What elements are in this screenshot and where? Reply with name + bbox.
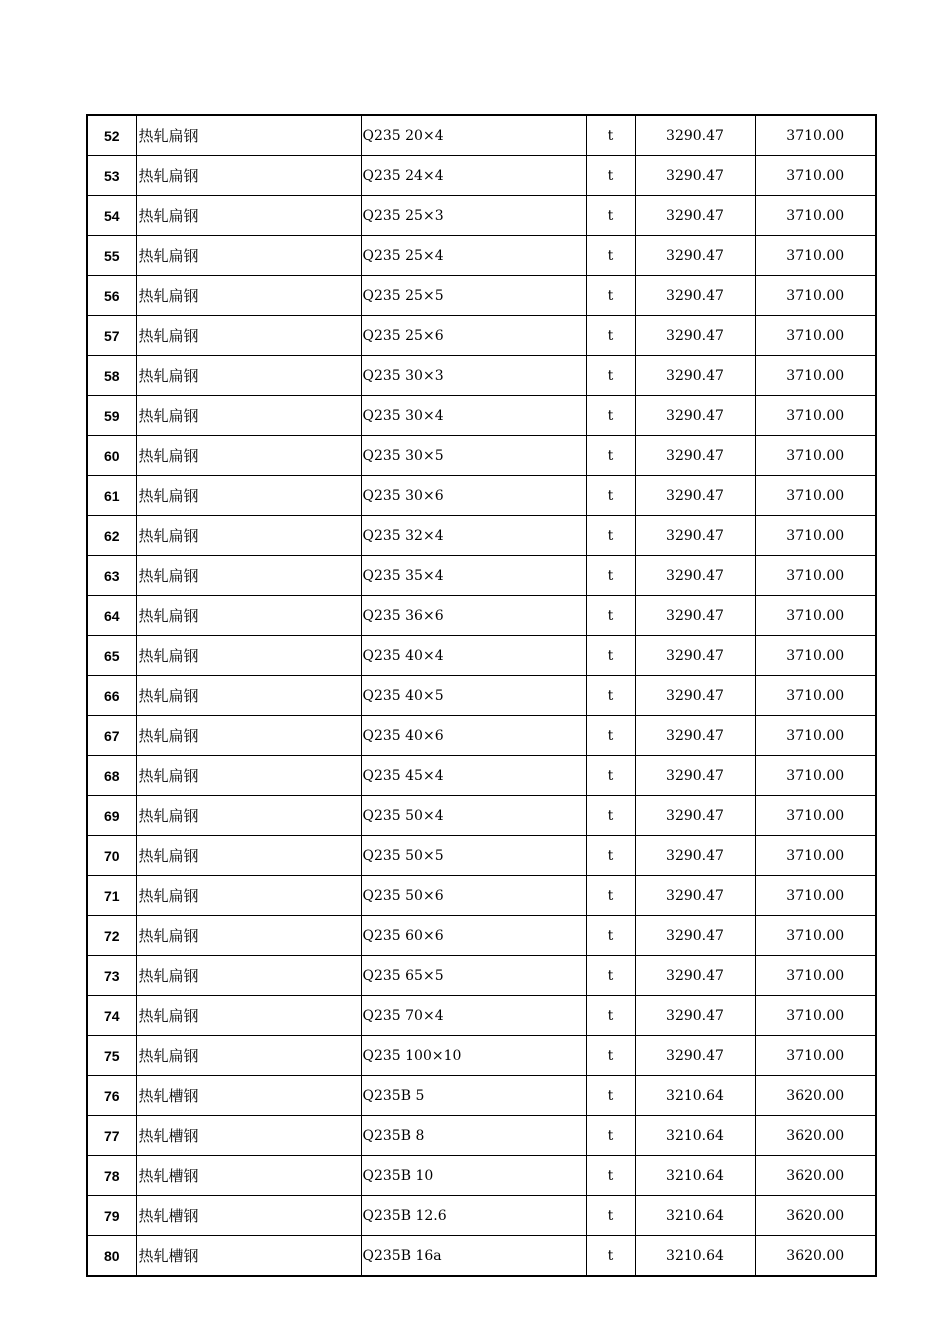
price-incl-tax: 3710.00	[755, 916, 876, 956]
price-incl-tax: 3710.00	[755, 676, 876, 716]
table-row	[87, 156, 876, 196]
table-row	[87, 476, 876, 516]
table-row	[87, 516, 876, 556]
row-number: 65	[87, 636, 136, 676]
material-spec: Q235 30×3	[361, 356, 586, 396]
price-excl-tax: 3290.47	[635, 636, 755, 676]
row-number: 80	[87, 1236, 136, 1277]
unit-cell: t	[586, 476, 635, 516]
unit-cell: t	[586, 516, 635, 556]
row-number: 70	[87, 836, 136, 876]
unit-cell: t	[586, 756, 635, 796]
material-spec: Q235B 8	[361, 1116, 586, 1156]
material-name: 热轧扁钢	[136, 356, 361, 396]
material-name: 热轧扁钢	[136, 1036, 361, 1076]
price-excl-tax: 3290.47	[635, 196, 755, 236]
row-number: 67	[87, 716, 136, 756]
price-excl-tax: 3210.64	[635, 1236, 755, 1277]
row-number: 58	[87, 356, 136, 396]
material-name: 热轧扁钢	[136, 196, 361, 236]
table-row	[87, 1236, 876, 1277]
row-number: 79	[87, 1196, 136, 1236]
price-incl-tax: 3710.00	[755, 556, 876, 596]
material-spec: Q235B 12.6	[361, 1196, 586, 1236]
price-incl-tax: 3710.00	[755, 115, 876, 156]
table-row	[87, 796, 876, 836]
material-name: 热轧扁钢	[136, 556, 361, 596]
price-excl-tax: 3210.64	[635, 1076, 755, 1116]
table-row	[87, 836, 876, 876]
unit-cell: t	[586, 1196, 635, 1236]
price-incl-tax: 3710.00	[755, 1036, 876, 1076]
table-row	[87, 636, 876, 676]
row-number: 59	[87, 396, 136, 436]
row-number: 66	[87, 676, 136, 716]
price-excl-tax: 3290.47	[635, 156, 755, 196]
price-incl-tax: 3710.00	[755, 356, 876, 396]
unit-cell: t	[586, 636, 635, 676]
unit-cell: t	[586, 1236, 635, 1277]
row-number: 52	[87, 115, 136, 156]
material-name: 热轧扁钢	[136, 676, 361, 716]
table-row	[87, 1076, 876, 1116]
price-excl-tax: 3290.47	[635, 756, 755, 796]
row-number: 73	[87, 956, 136, 996]
material-name: 热轧扁钢	[136, 236, 361, 276]
table-row	[87, 996, 876, 1036]
material-spec: Q235 100×10	[361, 1036, 586, 1076]
price-excl-tax: 3290.47	[635, 596, 755, 636]
material-name: 热轧扁钢	[136, 276, 361, 316]
table-row	[87, 556, 876, 596]
material-name: 热轧扁钢	[136, 916, 361, 956]
material-name: 热轧槽钢	[136, 1236, 361, 1277]
material-name: 热轧扁钢	[136, 836, 361, 876]
material-spec: Q235 25×3	[361, 196, 586, 236]
unit-cell: t	[586, 396, 635, 436]
price-incl-tax: 3710.00	[755, 476, 876, 516]
unit-cell: t	[586, 596, 635, 636]
table-row	[87, 436, 876, 476]
row-number: 56	[87, 276, 136, 316]
row-number: 76	[87, 1076, 136, 1116]
unit-cell: t	[586, 436, 635, 476]
price-excl-tax: 3290.47	[635, 516, 755, 556]
price-excl-tax: 3290.47	[635, 436, 755, 476]
table-row	[87, 1116, 876, 1156]
row-number: 57	[87, 316, 136, 356]
table-row	[87, 1036, 876, 1076]
material-spec: Q235 20×4	[361, 115, 586, 156]
row-number: 71	[87, 876, 136, 916]
price-excl-tax: 3290.47	[635, 115, 755, 156]
price-excl-tax: 3290.47	[635, 556, 755, 596]
material-name: 热轧扁钢	[136, 596, 361, 636]
material-spec: Q235 40×6	[361, 716, 586, 756]
price-incl-tax: 3710.00	[755, 756, 876, 796]
price-excl-tax: 3290.47	[635, 996, 755, 1036]
row-number: 77	[87, 1116, 136, 1156]
table-row	[87, 916, 876, 956]
material-name: 热轧扁钢	[136, 396, 361, 436]
material-name: 热轧扁钢	[136, 876, 361, 916]
unit-cell: t	[586, 1076, 635, 1116]
material-spec: Q235 60×6	[361, 916, 586, 956]
material-spec: Q235B 16a	[361, 1236, 586, 1277]
unit-cell: t	[586, 916, 635, 956]
unit-cell: t	[586, 996, 635, 1036]
unit-cell: t	[586, 1156, 635, 1196]
price-incl-tax: 3710.00	[755, 516, 876, 556]
price-incl-tax: 3710.00	[755, 436, 876, 476]
material-spec: Q235 40×4	[361, 636, 586, 676]
row-number: 68	[87, 756, 136, 796]
material-spec: Q235B 5	[361, 1076, 586, 1116]
unit-cell: t	[586, 316, 635, 356]
unit-cell: t	[586, 876, 635, 916]
unit-cell: t	[586, 556, 635, 596]
table-row	[87, 676, 876, 716]
material-name: 热轧扁钢	[136, 156, 361, 196]
material-spec: Q235 50×5	[361, 836, 586, 876]
row-number: 69	[87, 796, 136, 836]
material-name: 热轧槽钢	[136, 1156, 361, 1196]
price-incl-tax: 3710.00	[755, 276, 876, 316]
price-excl-tax: 3290.47	[635, 916, 755, 956]
table-row	[87, 756, 876, 796]
material-name: 热轧扁钢	[136, 716, 361, 756]
material-spec: Q235 30×6	[361, 476, 586, 516]
price-excl-tax: 3290.47	[635, 316, 755, 356]
table-row	[87, 1196, 876, 1236]
price-excl-tax: 3290.47	[635, 836, 755, 876]
price-excl-tax: 3290.47	[635, 396, 755, 436]
unit-cell: t	[586, 1116, 635, 1156]
table-row	[87, 236, 876, 276]
unit-cell: t	[586, 956, 635, 996]
material-name: 热轧扁钢	[136, 796, 361, 836]
material-name: 热轧扁钢	[136, 956, 361, 996]
price-excl-tax: 3210.64	[635, 1116, 755, 1156]
price-excl-tax: 3290.47	[635, 876, 755, 916]
price-excl-tax: 3290.47	[635, 676, 755, 716]
material-spec: Q235 35×4	[361, 556, 586, 596]
price-incl-tax: 3710.00	[755, 156, 876, 196]
material-spec: Q235 50×4	[361, 796, 586, 836]
material-name: 热轧槽钢	[136, 1196, 361, 1236]
price-incl-tax: 3710.00	[755, 636, 876, 676]
price-incl-tax: 3710.00	[755, 316, 876, 356]
price-incl-tax: 3710.00	[755, 956, 876, 996]
material-name: 热轧槽钢	[136, 1116, 361, 1156]
price-excl-tax: 3290.47	[635, 796, 755, 836]
material-name: 热轧扁钢	[136, 756, 361, 796]
unit-cell: t	[586, 236, 635, 276]
price-incl-tax: 3710.00	[755, 836, 876, 876]
material-spec: Q235 25×5	[361, 276, 586, 316]
material-spec: Q235B 10	[361, 1156, 586, 1196]
price-table	[86, 114, 877, 1277]
material-spec: Q235 45×4	[361, 756, 586, 796]
row-number: 55	[87, 236, 136, 276]
material-spec: Q235 36×6	[361, 596, 586, 636]
row-number: 64	[87, 596, 136, 636]
price-incl-tax: 3620.00	[755, 1116, 876, 1156]
row-number: 62	[87, 516, 136, 556]
price-incl-tax: 3710.00	[755, 716, 876, 756]
price-excl-tax: 3210.64	[635, 1156, 755, 1196]
price-excl-tax: 3290.47	[635, 1036, 755, 1076]
row-number: 75	[87, 1036, 136, 1076]
material-spec: Q235 50×6	[361, 876, 586, 916]
table-row	[87, 956, 876, 996]
table-row	[87, 596, 876, 636]
unit-cell: t	[586, 356, 635, 396]
price-excl-tax: 3290.47	[635, 356, 755, 396]
price-excl-tax: 3290.47	[635, 476, 755, 516]
material-name: 热轧扁钢	[136, 476, 361, 516]
price-excl-tax: 3290.47	[635, 956, 755, 996]
price-incl-tax: 3710.00	[755, 996, 876, 1036]
table-row	[87, 396, 876, 436]
table-row	[87, 276, 876, 316]
row-number: 63	[87, 556, 136, 596]
price-incl-tax: 3710.00	[755, 396, 876, 436]
table-row	[87, 115, 876, 156]
row-number: 53	[87, 156, 136, 196]
row-number: 78	[87, 1156, 136, 1196]
unit-cell: t	[586, 836, 635, 876]
material-spec: Q235 25×4	[361, 236, 586, 276]
price-excl-tax: 3290.47	[635, 236, 755, 276]
material-spec: Q235 30×4	[361, 396, 586, 436]
price-incl-tax: 3620.00	[755, 1156, 876, 1196]
unit-cell: t	[586, 276, 635, 316]
price-incl-tax: 3710.00	[755, 876, 876, 916]
material-spec: Q235 24×4	[361, 156, 586, 196]
material-spec: Q235 32×4	[361, 516, 586, 556]
row-number: 74	[87, 996, 136, 1036]
material-spec: Q235 40×5	[361, 676, 586, 716]
material-name: 热轧扁钢	[136, 636, 361, 676]
price-incl-tax: 3710.00	[755, 796, 876, 836]
material-name: 热轧扁钢	[136, 996, 361, 1036]
material-name: 热轧扁钢	[136, 516, 361, 556]
row-number: 61	[87, 476, 136, 516]
unit-cell: t	[586, 196, 635, 236]
price-incl-tax: 3710.00	[755, 236, 876, 276]
table-row	[87, 316, 876, 356]
row-number: 54	[87, 196, 136, 236]
table-row	[87, 716, 876, 756]
material-spec: Q235 65×5	[361, 956, 586, 996]
table-row	[87, 1156, 876, 1196]
price-incl-tax: 3620.00	[755, 1236, 876, 1277]
material-spec: Q235 30×5	[361, 436, 586, 476]
price-incl-tax: 3620.00	[755, 1076, 876, 1116]
row-number: 60	[87, 436, 136, 476]
table-row	[87, 356, 876, 396]
price-excl-tax: 3290.47	[635, 716, 755, 756]
unit-cell: t	[586, 796, 635, 836]
material-spec: Q235 70×4	[361, 996, 586, 1036]
price-excl-tax: 3290.47	[635, 276, 755, 316]
price-excl-tax: 3210.64	[635, 1196, 755, 1236]
table-row	[87, 196, 876, 236]
unit-cell: t	[586, 1036, 635, 1076]
material-name: 热轧扁钢	[136, 436, 361, 476]
unit-cell: t	[586, 156, 635, 196]
material-name: 热轧扁钢	[136, 316, 361, 356]
material-name: 热轧槽钢	[136, 1076, 361, 1116]
material-spec: Q235 25×6	[361, 316, 586, 356]
price-incl-tax: 3710.00	[755, 196, 876, 236]
table-row	[87, 876, 876, 916]
price-incl-tax: 3710.00	[755, 596, 876, 636]
unit-cell: t	[586, 115, 635, 156]
material-name: 热轧扁钢	[136, 115, 361, 156]
price-incl-tax: 3620.00	[755, 1196, 876, 1236]
unit-cell: t	[586, 676, 635, 716]
row-number: 72	[87, 916, 136, 956]
unit-cell: t	[586, 716, 635, 756]
table-body	[87, 115, 876, 1276]
